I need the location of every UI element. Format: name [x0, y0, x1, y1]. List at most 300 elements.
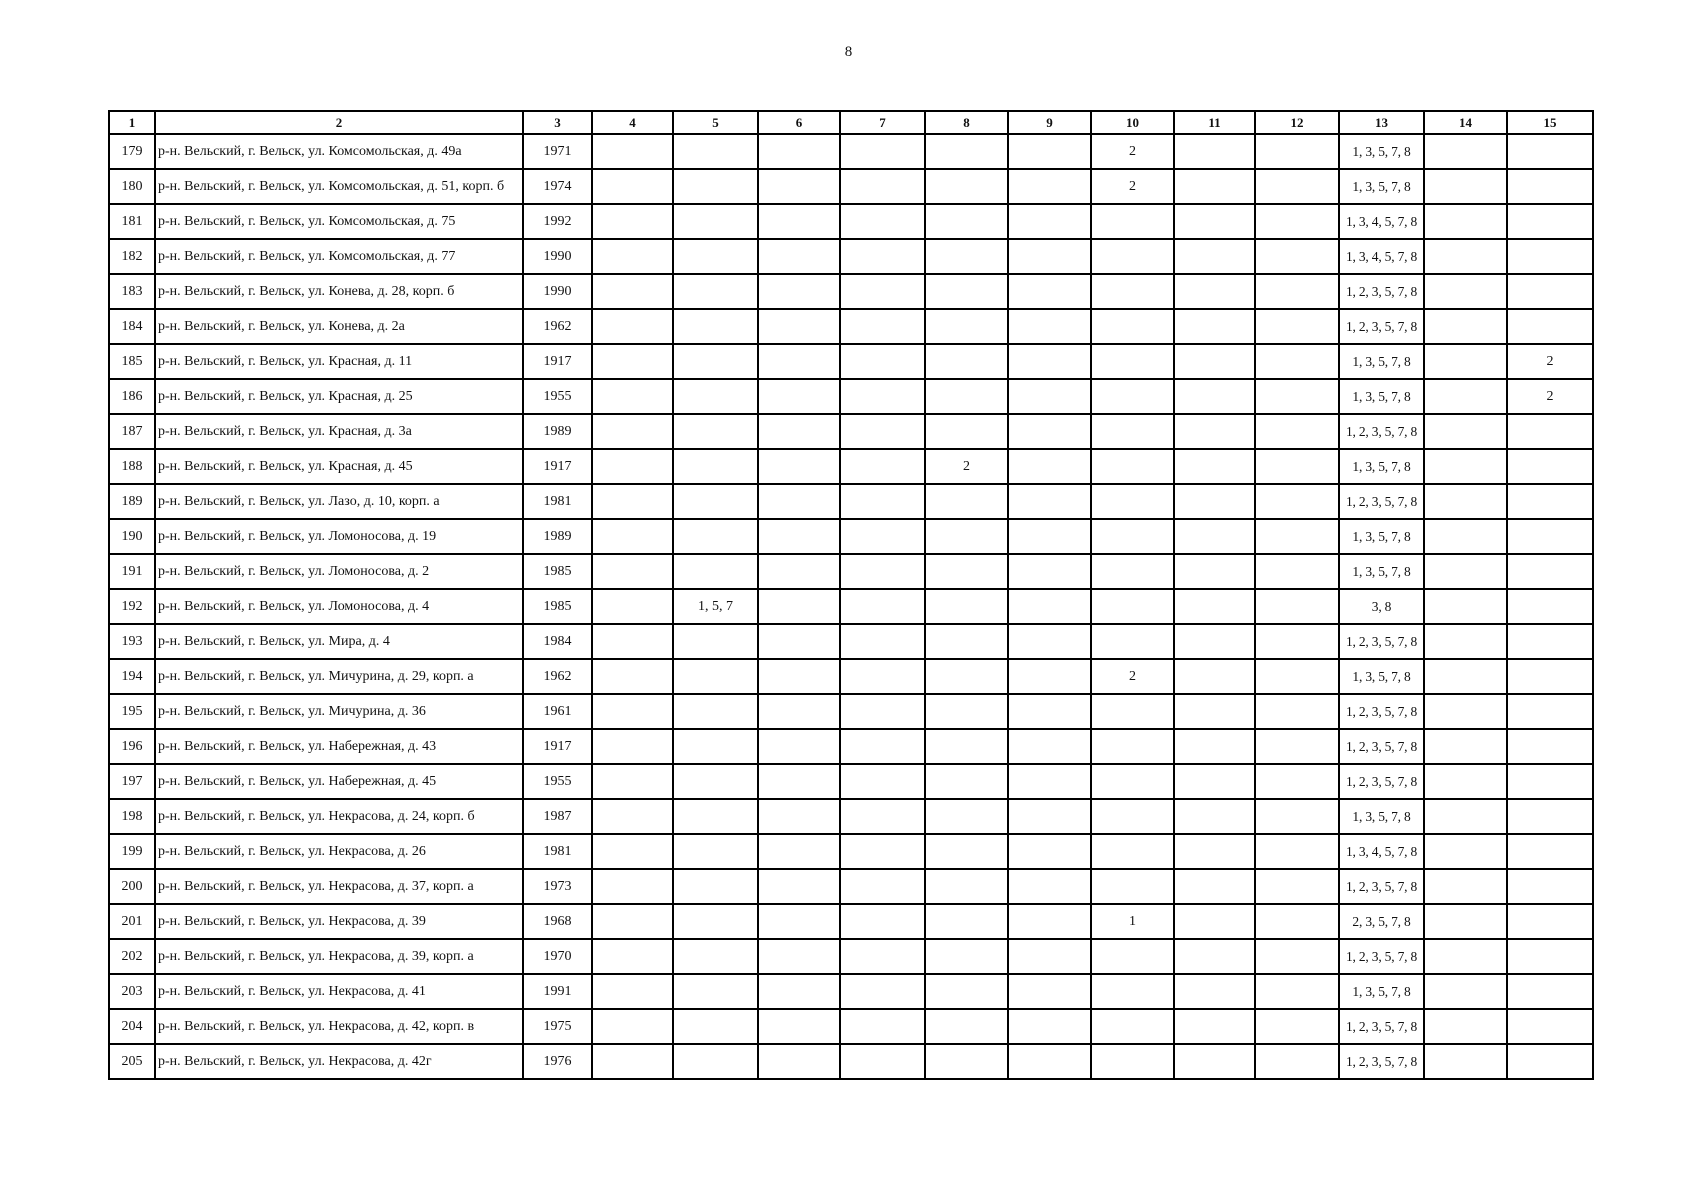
table-cell-col-6 [758, 589, 840, 624]
table-cell-col-1: 197 [109, 764, 155, 799]
table-cell-col-13: 3, 8 [1339, 589, 1424, 624]
table-cell-col-1: 195 [109, 694, 155, 729]
table-cell-col-7 [840, 659, 925, 694]
table-cell-col-15 [1507, 624, 1593, 659]
table-cell-col-8: 2 [925, 449, 1008, 484]
table-cell-col-5 [673, 939, 758, 974]
table-cell-col-15 [1507, 939, 1593, 974]
table-cell-col-8 [925, 134, 1008, 169]
table-row [109, 309, 1593, 344]
table-cell-col-10 [1091, 834, 1174, 869]
table-cell-col-2: р-н. Вельский, г. Вельск, ул. Красная, д. 3а [155, 414, 523, 449]
table-cell-col-11 [1174, 449, 1255, 484]
table-cell-col-8 [925, 519, 1008, 554]
table-cell-col-8 [925, 554, 1008, 589]
table-cell-col-8 [925, 1009, 1008, 1044]
table-cell-col-10: 2 [1091, 659, 1174, 694]
table-cell-col-11 [1174, 379, 1255, 414]
table-row [109, 449, 1593, 484]
table-cell-col-13: 1, 2, 3, 5, 7, 8 [1339, 764, 1424, 799]
table-cell-col-14 [1424, 344, 1507, 379]
table-cell-col-6 [758, 239, 840, 274]
table-row [109, 764, 1593, 799]
table-cell-col-7 [840, 134, 925, 169]
table-cell-col-8 [925, 379, 1008, 414]
table-cell-col-6 [758, 694, 840, 729]
table-cell-col-7 [840, 974, 925, 1009]
table-cell-col-13: 1, 3, 5, 7, 8 [1339, 554, 1424, 589]
table-cell-col-13: 1, 2, 3, 5, 7, 8 [1339, 274, 1424, 309]
table-cell-col-11 [1174, 904, 1255, 939]
table-row [109, 554, 1593, 589]
buildings-table [108, 110, 1594, 1080]
table-cell-col-14 [1424, 274, 1507, 309]
table-cell-col-8 [925, 274, 1008, 309]
table-cell-col-12 [1255, 134, 1339, 169]
table-cell-col-12 [1255, 1009, 1339, 1044]
table-cell-col-9 [1008, 1044, 1091, 1079]
table-cell-col-2: р-н. Вельский, г. Вельск, ул. Комсомольская, д. 49а [155, 134, 523, 169]
table-cell-col-3: 1917 [523, 729, 592, 764]
table-cell-col-13: 1, 2, 3, 5, 7, 8 [1339, 624, 1424, 659]
table-cell-col-9 [1008, 344, 1091, 379]
table-cell-col-8 [925, 484, 1008, 519]
table-cell-col-11 [1174, 799, 1255, 834]
table-cell-col-2: р-н. Вельский, г. Вельск, ул. Красная, д. 11 [155, 344, 523, 379]
table-cell-col-9 [1008, 134, 1091, 169]
table-cell-col-9 [1008, 274, 1091, 309]
table-cell-col-14 [1424, 484, 1507, 519]
header-row [109, 111, 1593, 134]
table-cell-col-7 [840, 764, 925, 799]
table-cell-col-13: 1, 3, 5, 7, 8 [1339, 344, 1424, 379]
table-cell-col-14 [1424, 519, 1507, 554]
table-cell-col-5 [673, 974, 758, 1009]
table-cell-col-15 [1507, 869, 1593, 904]
table-cell-col-2: р-н. Вельский, г. Вельск, ул. Ломоносова, д. 19 [155, 519, 523, 554]
table-cell-col-5 [673, 904, 758, 939]
table-cell-col-3: 1917 [523, 344, 592, 379]
table-cell-col-9 [1008, 834, 1091, 869]
table-cell-col-8 [925, 1044, 1008, 1079]
table-cell-col-6 [758, 1009, 840, 1044]
table-cell-col-11 [1174, 519, 1255, 554]
table-cell-col-11 [1174, 169, 1255, 204]
table-cell-col-12 [1255, 554, 1339, 589]
table-cell-col-14 [1424, 799, 1507, 834]
table-row [109, 939, 1593, 974]
table-cell-col-10 [1091, 869, 1174, 904]
table-cell-col-11 [1174, 344, 1255, 379]
table-cell-col-14 [1424, 204, 1507, 239]
table-cell-col-7 [840, 939, 925, 974]
table-cell-col-14 [1424, 659, 1507, 694]
table-cell-col-10 [1091, 799, 1174, 834]
table-cell-col-4 [592, 799, 673, 834]
table-cell-col-9 [1008, 309, 1091, 344]
table-cell-col-11 [1174, 974, 1255, 1009]
table-cell-col-9 [1008, 799, 1091, 834]
table-cell-col-1: 188 [109, 449, 155, 484]
table-cell-col-9 [1008, 1009, 1091, 1044]
table-cell-col-14 [1424, 414, 1507, 449]
table-cell-col-7 [840, 484, 925, 519]
table-cell-col-7 [840, 869, 925, 904]
table-cell-col-12 [1255, 414, 1339, 449]
table-cell-col-13: 1, 3, 4, 5, 7, 8 [1339, 834, 1424, 869]
table-row [109, 729, 1593, 764]
table-cell-col-5 [673, 659, 758, 694]
table-cell-col-9 [1008, 449, 1091, 484]
table-cell-col-5 [673, 554, 758, 589]
table-cell-col-12 [1255, 204, 1339, 239]
table-cell-col-8 [925, 589, 1008, 624]
table-cell-col-8 [925, 694, 1008, 729]
table-cell-col-8 [925, 799, 1008, 834]
table-cell-col-9 [1008, 414, 1091, 449]
table-cell-col-4 [592, 1009, 673, 1044]
table-cell-col-11 [1174, 764, 1255, 799]
table-cell-col-9 [1008, 939, 1091, 974]
table-cell-col-12 [1255, 519, 1339, 554]
table-cell-col-12 [1255, 379, 1339, 414]
table-cell-col-5 [673, 624, 758, 659]
column-header-7: 7 [840, 111, 925, 134]
table-cell-col-5 [673, 134, 758, 169]
table-cell-col-4 [592, 239, 673, 274]
table-cell-col-13: 1, 3, 5, 7, 8 [1339, 519, 1424, 554]
table-cell-col-3: 1968 [523, 904, 592, 939]
table-cell-col-6 [758, 869, 840, 904]
table-cell-col-13: 1, 3, 5, 7, 8 [1339, 134, 1424, 169]
table-row [109, 869, 1593, 904]
table-cell-col-6 [758, 764, 840, 799]
table-cell-col-15 [1507, 449, 1593, 484]
table-cell-col-5 [673, 799, 758, 834]
table-row [109, 519, 1593, 554]
table-cell-col-3: 1989 [523, 519, 592, 554]
table-cell-col-3: 1962 [523, 659, 592, 694]
table-cell-col-3: 1976 [523, 1044, 592, 1079]
table-cell-col-2: р-н. Вельский, г. Вельск, ул. Некрасова, д. 42г [155, 1044, 523, 1079]
table-cell-col-8 [925, 309, 1008, 344]
table-cell-col-2: р-н. Вельский, г. Вельск, ул. Ломоносова, д. 2 [155, 554, 523, 589]
table-cell-col-5 [673, 309, 758, 344]
table-cell-col-6 [758, 134, 840, 169]
table-cell-col-15 [1507, 309, 1593, 344]
table-cell-col-3: 1991 [523, 974, 592, 1009]
table-cell-col-8 [925, 904, 1008, 939]
table-cell-col-13: 1, 2, 3, 5, 7, 8 [1339, 869, 1424, 904]
table-cell-col-6 [758, 274, 840, 309]
table-row [109, 274, 1593, 309]
table-cell-col-7 [840, 449, 925, 484]
table-cell-col-1: 184 [109, 309, 155, 344]
table-cell-col-13: 1, 2, 3, 5, 7, 8 [1339, 1044, 1424, 1079]
column-header-2: 2 [155, 111, 523, 134]
column-header-3: 3 [523, 111, 592, 134]
table-cell-col-7 [840, 904, 925, 939]
table-cell-col-6 [758, 904, 840, 939]
table-cell-col-7 [840, 1009, 925, 1044]
table-cell-col-5 [673, 764, 758, 799]
table-cell-col-1: 191 [109, 554, 155, 589]
table-cell-col-2: р-н. Вельский, г. Вельск, ул. Некрасова, д. 37, корп. а [155, 869, 523, 904]
table-cell-col-12 [1255, 589, 1339, 624]
table-cell-col-8 [925, 239, 1008, 274]
table-cell-col-13: 1, 3, 5, 7, 8 [1339, 659, 1424, 694]
table-cell-col-8 [925, 659, 1008, 694]
table-cell-col-1: 183 [109, 274, 155, 309]
column-header-1: 1 [109, 111, 155, 134]
table-cell-col-15 [1507, 799, 1593, 834]
table-cell-col-7 [840, 169, 925, 204]
table-cell-col-10 [1091, 239, 1174, 274]
table-cell-col-6 [758, 449, 840, 484]
table-row [109, 589, 1593, 624]
table-cell-col-8 [925, 939, 1008, 974]
table-cell-col-3: 1985 [523, 589, 592, 624]
table-cell-col-9 [1008, 659, 1091, 694]
table-cell-col-10 [1091, 554, 1174, 589]
table-cell-col-12 [1255, 974, 1339, 1009]
table-cell-col-1: 192 [109, 589, 155, 624]
table-cell-col-5 [673, 414, 758, 449]
table-cell-col-3: 1981 [523, 834, 592, 869]
table-cell-col-5 [673, 274, 758, 309]
table-cell-col-10: 1 [1091, 904, 1174, 939]
table-cell-col-11 [1174, 939, 1255, 974]
table-cell-col-6 [758, 414, 840, 449]
table-cell-col-7 [840, 379, 925, 414]
table-cell-col-9 [1008, 869, 1091, 904]
column-header-8: 8 [925, 111, 1008, 134]
table-row [109, 834, 1593, 869]
table-cell-col-4 [592, 694, 673, 729]
table-cell-col-5 [673, 869, 758, 904]
table-cell-col-11 [1174, 554, 1255, 589]
table-cell-col-9 [1008, 624, 1091, 659]
table-cell-col-4 [592, 134, 673, 169]
table-cell-col-3: 1990 [523, 274, 592, 309]
table-cell-col-14 [1424, 309, 1507, 344]
table-cell-col-2: р-н. Вельский, г. Вельск, ул. Лазо, д. 10, корп. а [155, 484, 523, 519]
table-cell-col-4 [592, 904, 673, 939]
table-cell-col-8 [925, 344, 1008, 379]
table-cell-col-5 [673, 729, 758, 764]
table-cell-col-2: р-н. Вельский, г. Вельск, ул. Ломоносова, д. 4 [155, 589, 523, 624]
table-cell-col-10 [1091, 274, 1174, 309]
table-cell-col-15 [1507, 1009, 1593, 1044]
table-cell-col-14 [1424, 974, 1507, 1009]
table-cell-col-15 [1507, 134, 1593, 169]
table-cell-col-9 [1008, 589, 1091, 624]
table-cell-col-6 [758, 624, 840, 659]
table-cell-col-9 [1008, 974, 1091, 1009]
table-cell-col-10 [1091, 449, 1174, 484]
table-cell-col-14 [1424, 904, 1507, 939]
table-cell-col-12 [1255, 904, 1339, 939]
table-cell-col-10 [1091, 484, 1174, 519]
table-cell-col-2: р-н. Вельский, г. Вельск, ул. Некрасова, д. 24, корп. б [155, 799, 523, 834]
table-cell-col-14 [1424, 764, 1507, 799]
table-cell-col-7 [840, 274, 925, 309]
table-cell-col-1: 190 [109, 519, 155, 554]
table-cell-col-7 [840, 204, 925, 239]
table-cell-col-15 [1507, 834, 1593, 869]
table-cell-col-14 [1424, 1009, 1507, 1044]
table-cell-col-13: 1, 3, 5, 7, 8 [1339, 169, 1424, 204]
table-row [109, 694, 1593, 729]
table-row [109, 974, 1593, 1009]
table-cell-col-10 [1091, 519, 1174, 554]
table-cell-col-6 [758, 519, 840, 554]
table-cell-col-7 [840, 589, 925, 624]
table-cell-col-8 [925, 414, 1008, 449]
table-cell-col-15: 2 [1507, 379, 1593, 414]
table-cell-col-10 [1091, 764, 1174, 799]
table-cell-col-3: 1992 [523, 204, 592, 239]
table-cell-col-12 [1255, 764, 1339, 799]
table-cell-col-13: 1, 2, 3, 5, 7, 8 [1339, 414, 1424, 449]
table-cell-col-6 [758, 974, 840, 1009]
table-cell-col-1: 201 [109, 904, 155, 939]
table-cell-col-13: 1, 2, 3, 5, 7, 8 [1339, 694, 1424, 729]
table-cell-col-5 [673, 519, 758, 554]
table-cell-col-15: 2 [1507, 344, 1593, 379]
table-cell-col-6 [758, 484, 840, 519]
table-cell-col-5 [673, 169, 758, 204]
table-cell-col-6 [758, 344, 840, 379]
table-cell-col-4 [592, 764, 673, 799]
table-cell-col-5 [673, 344, 758, 379]
table-cell-col-9 [1008, 519, 1091, 554]
table-cell-col-3: 1981 [523, 484, 592, 519]
table-cell-col-13: 1, 3, 5, 7, 8 [1339, 449, 1424, 484]
table-cell-col-15 [1507, 204, 1593, 239]
table-cell-col-12 [1255, 799, 1339, 834]
table-cell-col-15 [1507, 1044, 1593, 1079]
table-cell-col-9 [1008, 904, 1091, 939]
table-cell-col-6 [758, 834, 840, 869]
table-cell-col-8 [925, 204, 1008, 239]
table-cell-col-10 [1091, 204, 1174, 239]
table-cell-col-12 [1255, 309, 1339, 344]
table-cell-col-7 [840, 799, 925, 834]
table-cell-col-9 [1008, 694, 1091, 729]
table-cell-col-14 [1424, 239, 1507, 274]
table-cell-col-6 [758, 799, 840, 834]
table-cell-col-7 [840, 344, 925, 379]
table-cell-col-3: 1975 [523, 1009, 592, 1044]
table-cell-col-6 [758, 729, 840, 764]
table-cell-col-11 [1174, 1009, 1255, 1044]
table-cell-col-4 [592, 274, 673, 309]
table-cell-col-3: 1962 [523, 309, 592, 344]
table-cell-col-6 [758, 204, 840, 239]
table-cell-col-15 [1507, 694, 1593, 729]
table-cell-col-15 [1507, 274, 1593, 309]
table-cell-col-12 [1255, 449, 1339, 484]
table-cell-col-10 [1091, 694, 1174, 729]
column-header-13: 13 [1339, 111, 1424, 134]
table-cell-col-12 [1255, 239, 1339, 274]
table-cell-col-12 [1255, 729, 1339, 764]
table-cell-col-7 [840, 1044, 925, 1079]
table-cell-col-7 [840, 554, 925, 589]
table-cell-col-4 [592, 974, 673, 1009]
table-cell-col-15 [1507, 764, 1593, 799]
table-cell-col-13: 1, 2, 3, 5, 7, 8 [1339, 729, 1424, 764]
table-cell-col-6 [758, 554, 840, 589]
table-cell-col-1: 196 [109, 729, 155, 764]
table-row [109, 239, 1593, 274]
table-cell-col-2: р-н. Вельский, г. Вельск, ул. Конева, д. 28, корп. б [155, 274, 523, 309]
table-cell-col-10 [1091, 624, 1174, 659]
table-cell-col-11 [1174, 274, 1255, 309]
column-header-10: 10 [1091, 111, 1174, 134]
table-cell-col-13: 1, 3, 5, 7, 8 [1339, 799, 1424, 834]
table-cell-col-3: 1955 [523, 379, 592, 414]
table-cell-col-4 [592, 624, 673, 659]
table-cell-col-2: р-н. Вельский, г. Вельск, ул. Комсомольская, д. 51, корп. б [155, 169, 523, 204]
table-cell-col-1: 199 [109, 834, 155, 869]
table-cell-col-5 [673, 694, 758, 729]
table-cell-col-2: р-н. Вельский, г. Вельск, ул. Комсомольская, д. 75 [155, 204, 523, 239]
table-cell-col-13: 1, 2, 3, 5, 7, 8 [1339, 1009, 1424, 1044]
table-cell-col-3: 1974 [523, 169, 592, 204]
table-cell-col-5 [673, 379, 758, 414]
table-cell-col-12 [1255, 274, 1339, 309]
table-cell-col-13: 1, 3, 5, 7, 8 [1339, 974, 1424, 1009]
table-row [109, 484, 1593, 519]
table-cell-col-10 [1091, 344, 1174, 379]
column-header-4: 4 [592, 111, 673, 134]
table-cell-col-13: 1, 2, 3, 5, 7, 8 [1339, 309, 1424, 344]
table-cell-col-11 [1174, 1044, 1255, 1079]
table-cell-col-13: 1, 3, 4, 5, 7, 8 [1339, 239, 1424, 274]
table-row [109, 379, 1593, 414]
table-cell-col-1: 193 [109, 624, 155, 659]
table-cell-col-11 [1174, 589, 1255, 624]
column-header-14: 14 [1424, 111, 1507, 134]
table-cell-col-4 [592, 309, 673, 344]
table-cell-col-14 [1424, 589, 1507, 624]
table-cell-col-6 [758, 939, 840, 974]
table-cell-col-4 [592, 449, 673, 484]
table-cell-col-10: 2 [1091, 134, 1174, 169]
table-cell-col-6 [758, 169, 840, 204]
table-cell-col-7 [840, 694, 925, 729]
table-row [109, 204, 1593, 239]
table-cell-col-10 [1091, 589, 1174, 624]
table-cell-col-1: 179 [109, 134, 155, 169]
table-cell-col-5 [673, 1044, 758, 1079]
table-header [109, 111, 1593, 134]
column-header-6: 6 [758, 111, 840, 134]
table-cell-col-5 [673, 449, 758, 484]
table-cell-col-11 [1174, 204, 1255, 239]
table-cell-col-2: р-н. Вельский, г. Вельск, ул. Некрасова, д. 39, корп. а [155, 939, 523, 974]
table-cell-col-1: 200 [109, 869, 155, 904]
table-cell-col-14 [1424, 624, 1507, 659]
table-cell-col-13: 2, 3, 5, 7, 8 [1339, 904, 1424, 939]
table-cell-col-11 [1174, 694, 1255, 729]
table-cell-col-14 [1424, 169, 1507, 204]
column-header-15: 15 [1507, 111, 1593, 134]
table-cell-col-1: 186 [109, 379, 155, 414]
table-cell-col-4 [592, 484, 673, 519]
